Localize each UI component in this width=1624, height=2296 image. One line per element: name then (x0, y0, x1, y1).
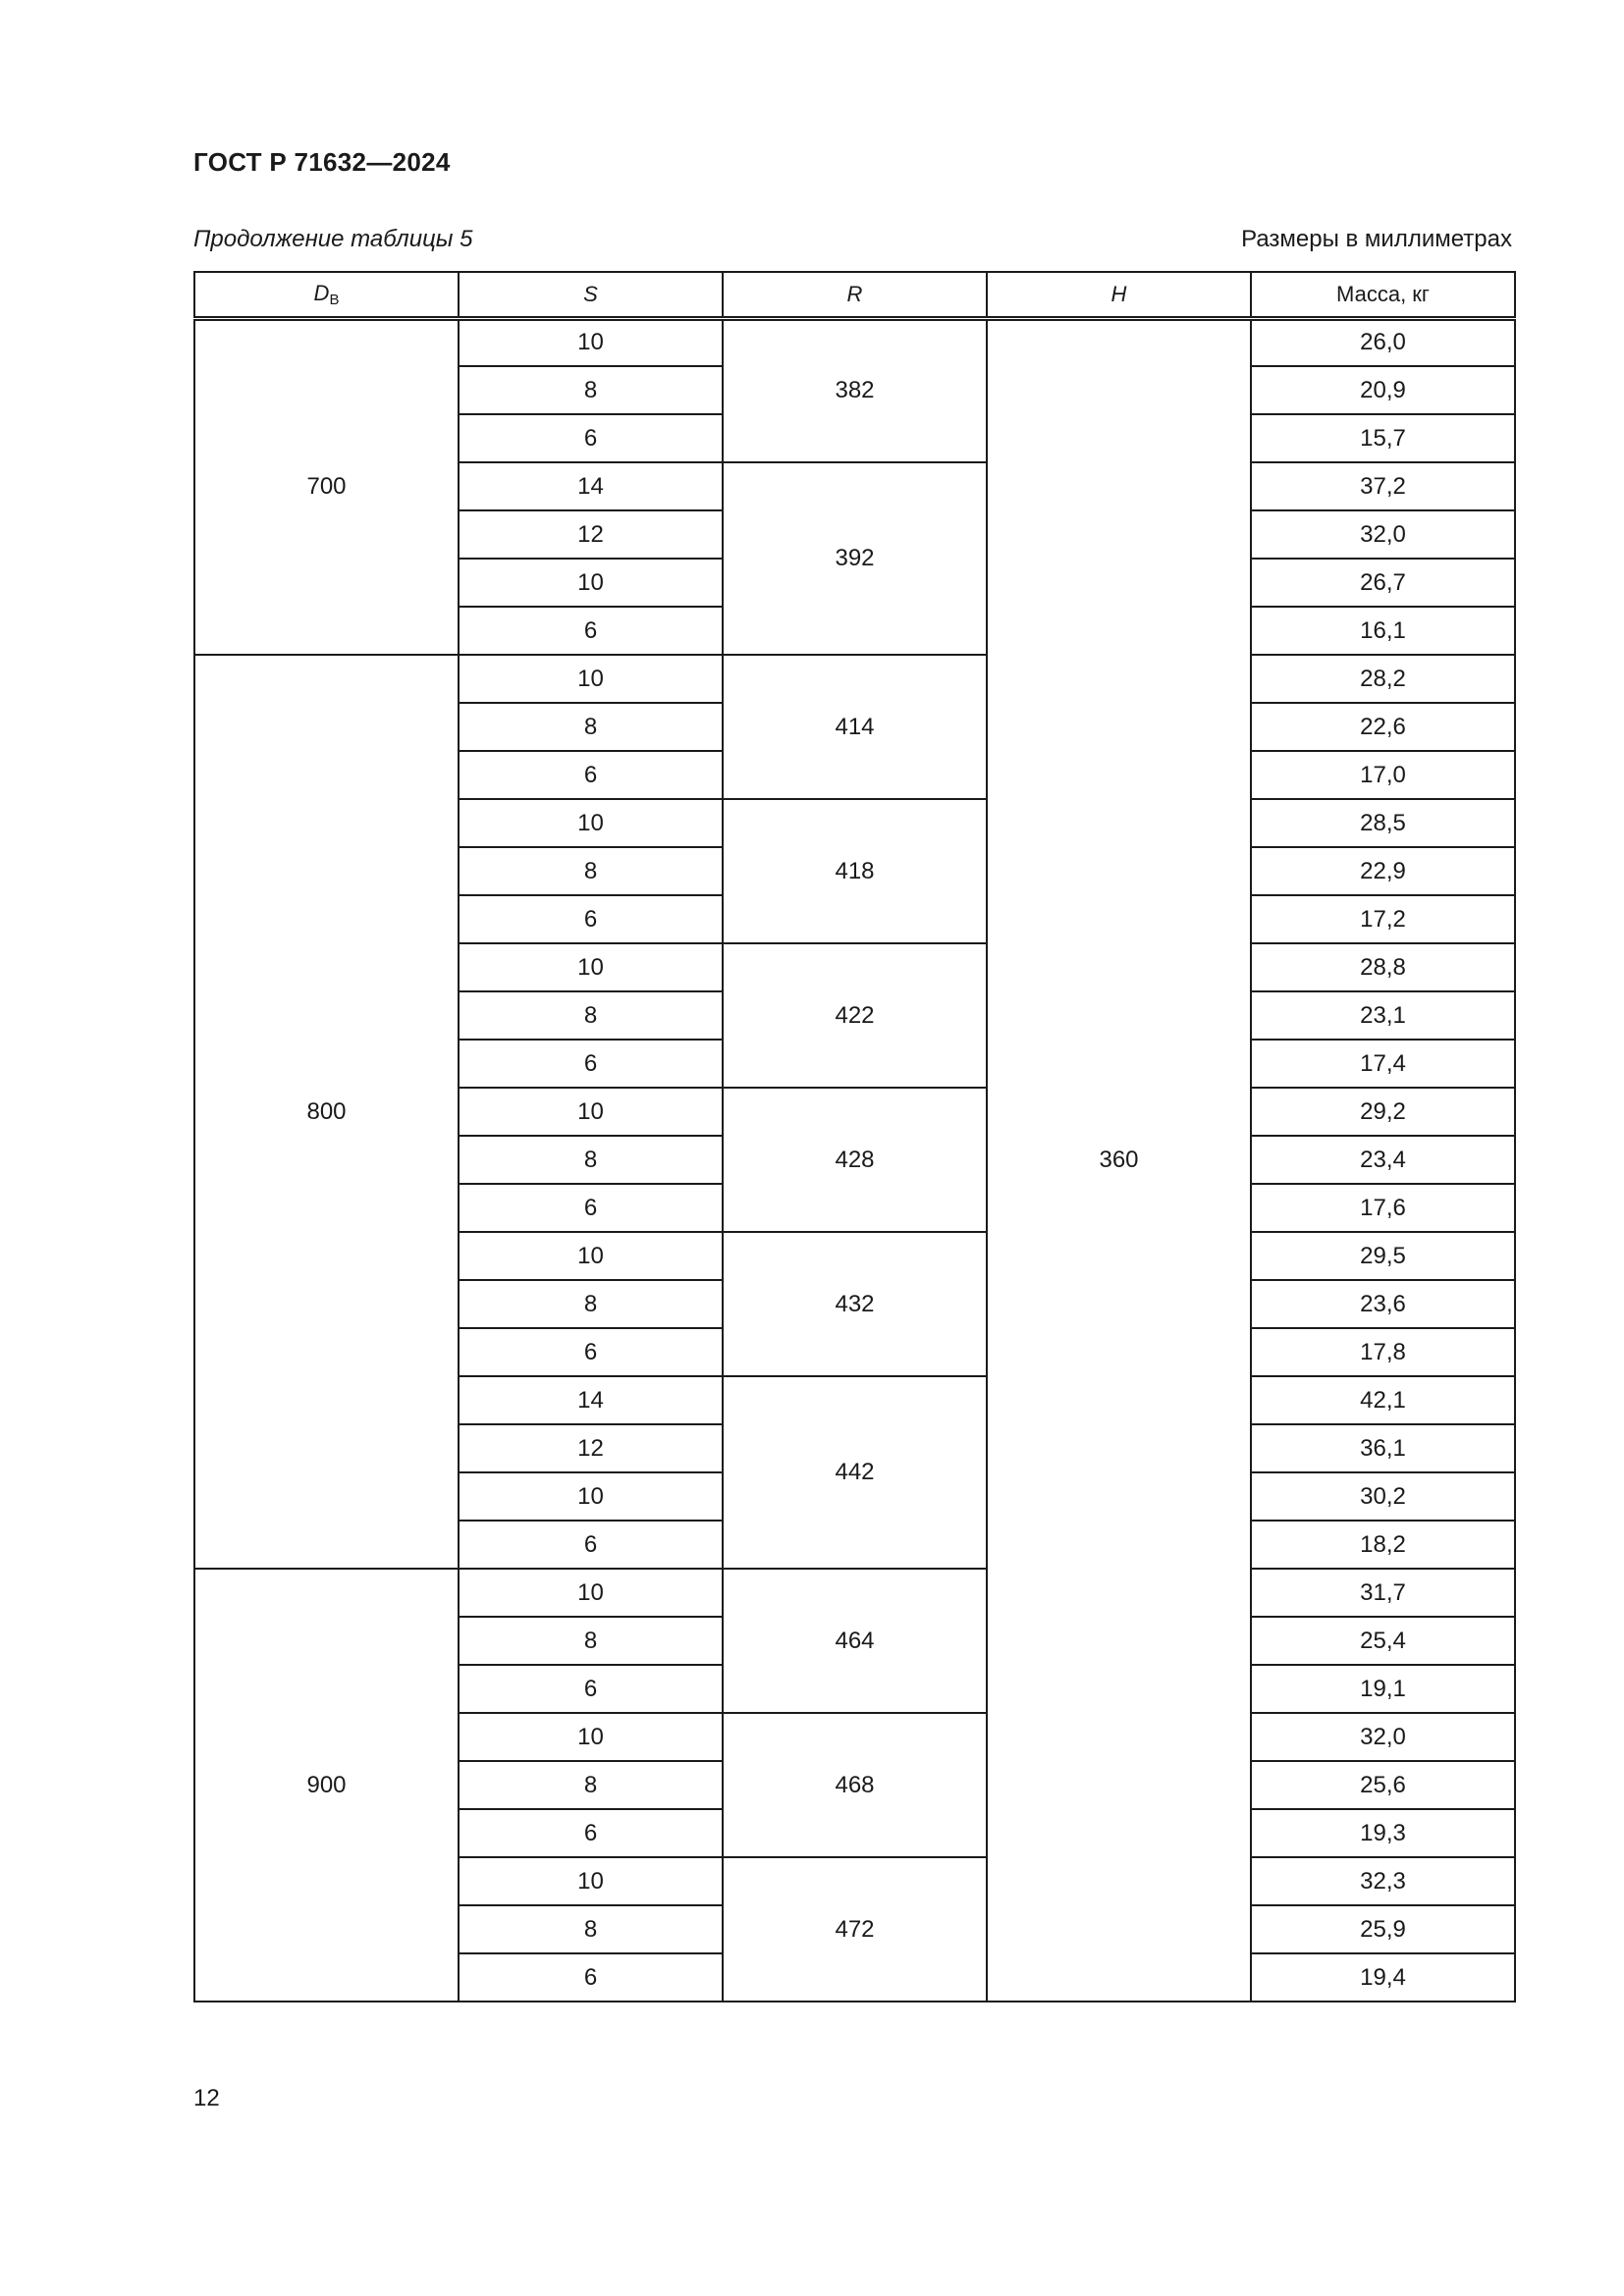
cell-s: 6 (459, 414, 723, 462)
cell-s: 14 (459, 462, 723, 510)
cell-s: 6 (459, 1328, 723, 1376)
cell-mass: 19,1 (1251, 1665, 1515, 1713)
cell-mass: 26,7 (1251, 559, 1515, 607)
cell-mass: 16,1 (1251, 607, 1515, 655)
cell-mass: 23,1 (1251, 991, 1515, 1040)
cell-db: 800 (194, 655, 459, 1569)
cell-s: 8 (459, 1761, 723, 1809)
cell-s: 6 (459, 751, 723, 799)
cell-mass: 18,2 (1251, 1521, 1515, 1569)
cell-s: 10 (459, 559, 723, 607)
cell-r: 468 (723, 1713, 987, 1857)
cell-s: 14 (459, 1376, 723, 1424)
cell-s: 6 (459, 607, 723, 655)
cell-mass: 31,7 (1251, 1569, 1515, 1617)
cell-s: 10 (459, 1713, 723, 1761)
cell-mass: 19,3 (1251, 1809, 1515, 1857)
header-r: R (723, 272, 987, 318)
cell-db: 900 (194, 1569, 459, 2002)
cell-s: 6 (459, 1184, 723, 1232)
header-db-symbol: D (313, 280, 330, 305)
cell-s: 8 (459, 366, 723, 414)
cell-r: 414 (723, 655, 987, 799)
cell-mass: 32,3 (1251, 1857, 1515, 1905)
cell-r: 422 (723, 943, 987, 1088)
cell-db: 700 (194, 318, 459, 655)
table-row (194, 318, 1515, 366)
cell-r: 428 (723, 1088, 987, 1232)
cell-r: 392 (723, 462, 987, 655)
cell-mass: 25,4 (1251, 1617, 1515, 1665)
cell-mass: 29,2 (1251, 1088, 1515, 1136)
units-caption: Размеры в миллиметрах (1241, 226, 1512, 252)
cell-mass: 28,2 (1251, 655, 1515, 703)
cell-mass: 28,5 (1251, 799, 1515, 847)
cell-r: 382 (723, 318, 987, 462)
dimensions-table (193, 271, 1516, 2002)
cell-s: 10 (459, 1472, 723, 1521)
cell-s: 6 (459, 1040, 723, 1088)
cell-mass: 36,1 (1251, 1424, 1515, 1472)
cell-mass: 17,8 (1251, 1328, 1515, 1376)
cell-h: 360 (987, 318, 1251, 2002)
cell-mass: 22,6 (1251, 703, 1515, 751)
cell-mass: 17,6 (1251, 1184, 1515, 1232)
cell-mass: 37,2 (1251, 462, 1515, 510)
cell-mass: 29,5 (1251, 1232, 1515, 1280)
document-title: ГОСТ Р 71632—2024 (193, 147, 451, 177)
cell-mass: 17,2 (1251, 895, 1515, 943)
cell-mass: 32,0 (1251, 510, 1515, 559)
page-number: 12 (193, 2085, 220, 2111)
cell-mass: 23,6 (1251, 1280, 1515, 1328)
cell-mass: 23,4 (1251, 1136, 1515, 1184)
cell-r: 432 (723, 1232, 987, 1376)
header-mass: Масса, кг (1251, 272, 1515, 318)
cell-mass: 19,4 (1251, 1953, 1515, 2002)
cell-s: 10 (459, 1232, 723, 1280)
cell-s: 10 (459, 1857, 723, 1905)
cell-s: 8 (459, 847, 723, 895)
cell-mass: 22,9 (1251, 847, 1515, 895)
table-continuation-caption: Продолжение таблицы 5 (193, 226, 473, 252)
cell-s: 6 (459, 1809, 723, 1857)
header-h: H (987, 272, 1251, 318)
table-body (194, 318, 1515, 2002)
cell-s: 10 (459, 1569, 723, 1617)
cell-mass: 32,0 (1251, 1713, 1515, 1761)
table-row (194, 1569, 1515, 1617)
header-db-subscript: В (329, 291, 340, 308)
table-row (194, 655, 1515, 703)
cell-mass: 26,0 (1251, 318, 1515, 366)
cell-s: 8 (459, 703, 723, 751)
cell-s: 10 (459, 799, 723, 847)
cell-s: 8 (459, 991, 723, 1040)
cell-mass: 25,6 (1251, 1761, 1515, 1809)
cell-s: 12 (459, 1424, 723, 1472)
cell-r: 472 (723, 1857, 987, 2002)
cell-s: 8 (459, 1280, 723, 1328)
cell-s: 6 (459, 1953, 723, 2002)
cell-s: 8 (459, 1617, 723, 1665)
header-s: S (459, 272, 723, 318)
cell-s: 10 (459, 943, 723, 991)
cell-mass: 20,9 (1251, 366, 1515, 414)
cell-mass: 28,8 (1251, 943, 1515, 991)
cell-mass: 17,4 (1251, 1040, 1515, 1088)
cell-r: 464 (723, 1569, 987, 1713)
cell-s: 6 (459, 1521, 723, 1569)
cell-s: 6 (459, 895, 723, 943)
cell-s: 10 (459, 655, 723, 703)
cell-s: 12 (459, 510, 723, 559)
cell-s: 6 (459, 1665, 723, 1713)
cell-mass: 25,9 (1251, 1905, 1515, 1953)
cell-mass: 30,2 (1251, 1472, 1515, 1521)
cell-mass: 17,0 (1251, 751, 1515, 799)
table-header-row (194, 272, 1515, 318)
cell-s: 10 (459, 318, 723, 366)
cell-r: 442 (723, 1376, 987, 1569)
cell-mass: 15,7 (1251, 414, 1515, 462)
cell-r: 418 (723, 799, 987, 943)
cell-s: 8 (459, 1136, 723, 1184)
cell-mass: 42,1 (1251, 1376, 1515, 1424)
cell-s: 10 (459, 1088, 723, 1136)
cell-s: 8 (459, 1905, 723, 1953)
header-db (194, 272, 459, 318)
